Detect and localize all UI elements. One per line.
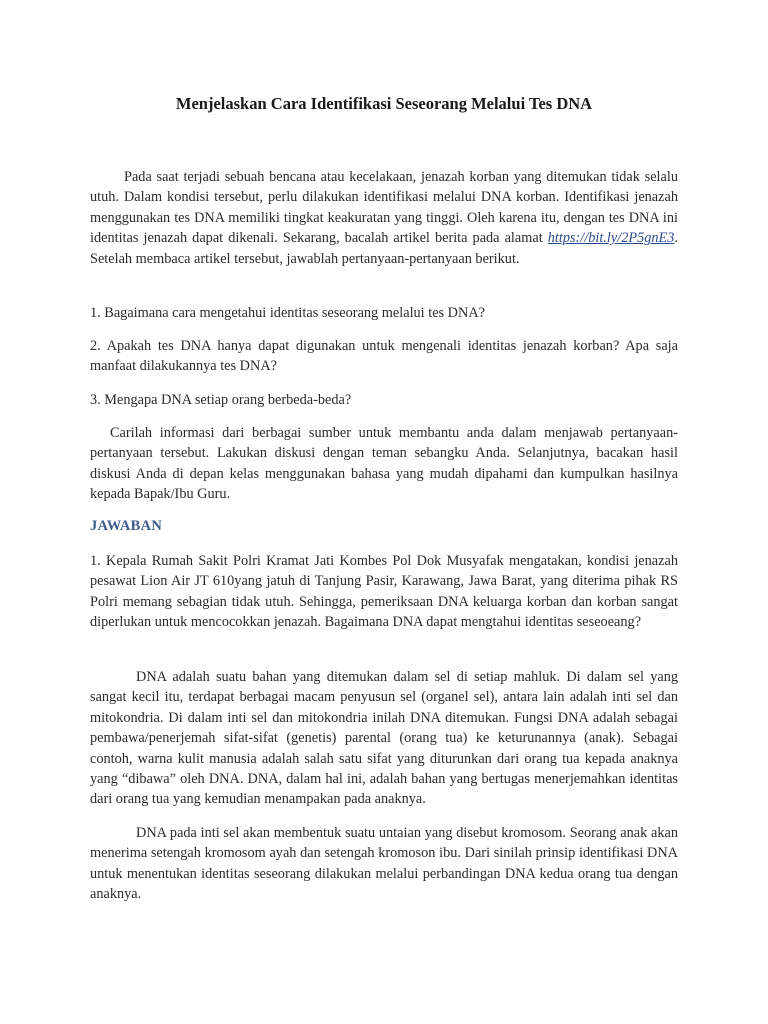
question-1: 1. Bagaimana cara mengetahui identitas seseorang melalui tes DNA? (90, 305, 486, 321)
question-3: 3. Mengapa DNA setiap orang berbeda-beda? (90, 392, 352, 408)
answer-2: DNA adalah suatu bahan yang ditemukan dalam sel di setiap mahluk. Di dalam sel yang sangat kecil itu, terdapat berbagai macam penyusun sel (organel sel), antara lain adalah inti sel dan mitokondria. Di dalam inti sel dan mitokondria inilah DNA ditemukan. Fungsi DNA adalah sebagai pembawa/penerjemah sifat-sifat (genetis) parental (orang tua) ke keturunannya (anak). Sebagai contoh, warna kulit manusia adalah salah satu sifat yang diturunkan dari orang tua kepada anaknya yang “dibawa” oleh DNA. DNA, dalam hal ini, adalah bahan yang bertugas menerjemahkan identitas dari orang tua yang kemudian menampakan pada anaknya. (90, 669, 678, 808)
document-title: Menjelaskan Cara Identifikasi Seseorang Melalui Tes DNA (175, 94, 593, 113)
question-2: 2. Apakah tes DNA hanya dapat digunakan untuk mengenali identitas jenazah korban? Apa saja manfaat dilakukannya tes DNA? (90, 338, 678, 375)
intro-text-before-link: Pada saat terjadi sebuah bencana atau kecelakaan, jenazah korban yang ditemukan tidak selalu utuh. Dalam kondisi tersebut, perlu dilakukan identifikasi melalui DNA korban. Identifikasi jenazah menggunakan tes DNA memiliki tingkat keakuratan yang tinggi. Oleh karena itu, dengan tes DNA ini identitas jenazah dapat dikenali. Sekarang, bacalah artikel berita pada alamat (90, 169, 678, 247)
answer-3: DNA pada inti sel akan membentuk suatu untaian yang disebut kromosom. Seorang anak akan menerima setengah kromosom ayah dan setengah kromoson ibu. Dari sinilah prinsip identifikasi DNA untuk menentukan identitas seseorang dilakukan melalui perbandingan DNA kedua orang tua dengan anaknya. (90, 825, 678, 903)
answer-heading: JAWABAN (90, 518, 163, 534)
intro-text-after-link: . Setelah membaca artikel tersebut, jawablah pertanyaan-pertanyaan berikut. (90, 230, 678, 267)
intro-paragraph (90, 167, 678, 269)
article-link[interactable]: https://bit.ly/2P5gnE3 (547, 230, 675, 247)
answer-1: 1. Kepala Rumah Sakit Polri Kramat Jati Kombes Pol Dok Musyafak mengatakan, kondisi jenazah pesawat Lion Air JT 610yang jatuh di Tanjung Pasir, Karawang, Jawa Barat, yang diterima pihak RS Polri memang sebagian tidak utuh. Sehingga, pemeriksaan DNA keluarga korban dan korban sangat diperlukan untuk mencocokkan jenazah. Bagaimana DNA dapat mengtahui identitas seseoeang? (90, 553, 678, 631)
instruction-paragraph: Carilah informasi dari berbagai sumber untuk membantu anda dalam menjawab pertanyaan-pertanyaan tersebut. Lakukan diskusi dengan teman sebangku Anda. Selanjutnya, bacakan hasil diskusi Anda di depan kelas menggunakan bahasa yang mudah dipahami dan kumpulkan hasilnya kepada Bapak/Ibu Guru. (90, 425, 678, 503)
